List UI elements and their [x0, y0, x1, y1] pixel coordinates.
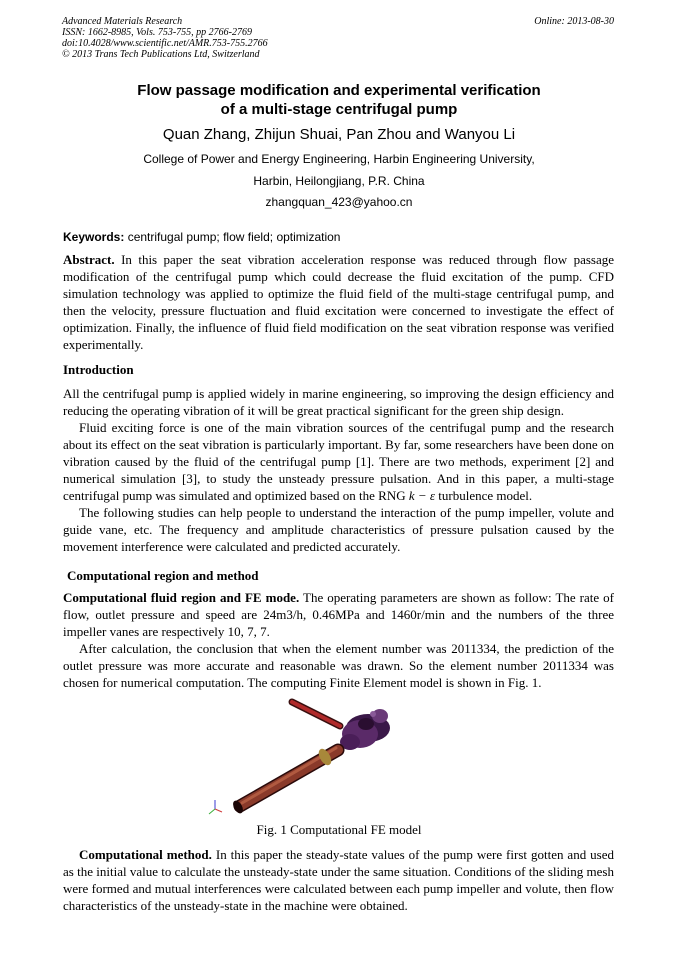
intro-paragraph-2	[63, 419, 614, 504]
affiliation-line-2: Harbin, Heilongjiang, P.R. China	[253, 174, 425, 188]
online-date: Online: 2013-08-30	[534, 16, 614, 27]
math-k-epsilon: k − ε	[408, 488, 436, 503]
fe-paragraph-1	[63, 589, 614, 640]
pump-casing	[340, 709, 390, 750]
section-heading: Computational region and method	[67, 568, 259, 583]
outlet-pipe	[292, 702, 340, 726]
intro-paragraph-1: All the centrifugal pump is applied widely in marine engineering, so improving the design efficiency and reducing the operating vibration of it will be great practical significant for the green ship design.	[63, 386, 614, 418]
paper-title	[60, 81, 618, 119]
email: zhangquan_423@yahoo.cn	[265, 195, 413, 209]
introduction-heading: Introduction	[63, 362, 134, 377]
abstract-text: In this paper the seat vibration acceleration response was reduced through flow passage modification of the centrifugal pump which could decrease the fluid excitation of the pump. CFD simulation technology was applied to optimize the fluid field of the multi-stage centrifugal pump, and then the velocity, pressure fluctuation and fluid excitation were concerned to investigate the effect of optimization. Finally, the influence of fluid field modification on the seat vibration response was verified experimentally.	[63, 252, 615, 352]
abstract-label: Abstract.	[63, 252, 115, 267]
fe-text: The operating parameters are shown as follow: The rate of flow, outlet pressure and speed are 24m3/h, 0.46MPa and 1460r/min and the numbers of the three impeller vanes are respectively 10, 7, 7.	[63, 590, 615, 639]
method-label: Computational method.	[79, 847, 212, 862]
intro-paragraph-3: The following studies can help people to understand the interaction of the pump impeller, volute and guide vane, etc. The frequency and amplitude characteristics of pressure pulsation caused by the movement interference were calculated and predicted accurately.	[63, 505, 614, 554]
doi: doi:10.4028/www.scientific.net/AMR.753-755.2766	[62, 38, 268, 49]
method-paragraph	[63, 846, 614, 914]
fe-paragraph-2: After calculation, the conclusion that when the element number was 2011334, the prediction of the outlet pressure was more accurate and reasonable was drawn. So the element number 2011334 was chosen for numerical computation. The computing Finite Element model is shown in Fig. 1.	[63, 641, 614, 690]
fe-label: Computational fluid region and FE mode.	[63, 590, 300, 605]
keywords-label: Keywords:	[63, 230, 125, 244]
issn: ISSN: 1662-8985, Vols. 753-755, pp 2766-2769	[62, 27, 252, 38]
keywords	[63, 230, 340, 244]
intro-p2-text: Fluid exciting force is one of the main vibration sources of the centrifugal pump and the research about its effect on the seat vibration is particularly important. By far, some researchers have been done on vibration caused by the fluid of the centrifugal pump [1]. There are two methods, experiment [2] and numerical simulation [3], to study the unsteady pressure pulsation. And in this paper, a multi-stage centrifugal pump was simulated and optimized based on the RNG	[63, 420, 614, 503]
introduction-body	[63, 385, 614, 555]
title-line-1: Flow passage modification and experimental verification	[137, 82, 541, 99]
title-line-2: of a multi-stage centrifugal pump	[220, 101, 458, 118]
fe-model-figure	[200, 694, 450, 818]
journal-name: Advanced Materials Research	[62, 16, 183, 27]
fe-section	[63, 589, 614, 691]
authors: Quan Zhang, Zhijun Shuai, Pan Zhou and Wanyou Li	[162, 126, 516, 143]
intro-p2-end: turbulence model.	[438, 488, 533, 503]
inlet-pipe	[231, 747, 338, 815]
affiliation-line-1: College of Power and Energy Engineering, Harbin Engineering University,	[143, 152, 535, 166]
figure-caption: Fig. 1 Computational FE model	[256, 822, 422, 837]
axis-triad-icon	[209, 800, 222, 814]
abstract	[63, 251, 614, 353]
keywords-text: centrifugal pump; flow field; optimization	[127, 230, 341, 244]
journal-header	[62, 16, 268, 60]
copyright: © 2013 Trans Tech Publications Ltd, Switzerland	[62, 49, 260, 60]
method-text: In this paper the steady-state values of the pump were first gotten and used as the initial value to calculate the unsteady-state under the same situation. Conditions of the sliding mesh were formed and mutual interferences were calculated between each pump impeller and volute, then flow characteristics of the unsteady-state in the machine were obtained.	[63, 847, 614, 913]
